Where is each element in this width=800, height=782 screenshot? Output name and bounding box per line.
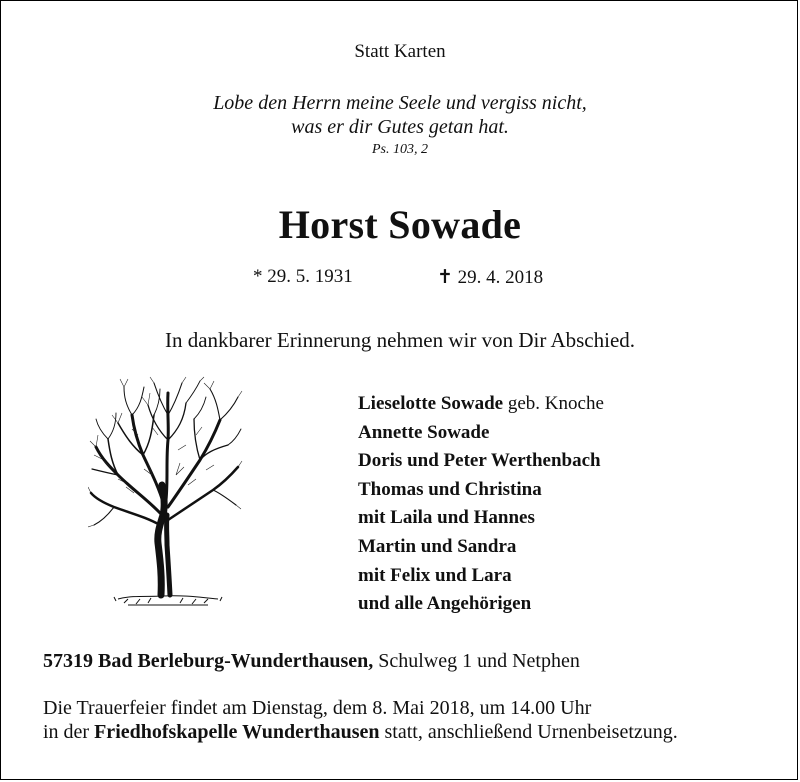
deceased-name: Horst Sowade [278, 202, 522, 247]
address-street: Schulweg 1 und Netphen [373, 650, 580, 672]
family-member: Doris und Peter Werthenbach [358, 450, 601, 472]
verse-line-1: Lobe den Herrn meine Seele und vergiss nicht, [213, 92, 587, 114]
family-member: Martin und Sandra [358, 535, 517, 557]
family-member [358, 390, 604, 419]
family-member-name: Lieselotte Sowade [358, 393, 504, 414]
funeral-service-info [43, 696, 678, 744]
family-member: Thomas und Christina [358, 478, 542, 500]
family-member: Annette Sowade [358, 421, 490, 443]
header-statt-karten: Statt Karten [354, 41, 446, 62]
address-line [43, 650, 580, 673]
family-member: mit Felix und Lara [358, 564, 512, 586]
tree-icon [88, 375, 243, 607]
farewell-line: In dankbarer Erinnerung nehmen wir von Dir Abschied. [164, 328, 636, 352]
birth-date: * 29. 5. 1931 [253, 266, 353, 287]
bible-verse [0, 91, 800, 139]
family-member: mit Laila und Hannes [358, 507, 535, 529]
service-line-2 [43, 720, 678, 744]
family-member: und alle Angehörigen [358, 593, 532, 615]
death-date: ✝ 29. 4. 2018 [437, 267, 544, 288]
service-line-2-post: statt, anschließend Urnenbeisetzung. [379, 721, 678, 743]
family-list [358, 390, 604, 619]
service-line-2-pre: in der [43, 721, 95, 743]
service-line-1: Die Trauerfeier findet am Dienstag, dem 8. Mai 2018, um 14.00 Uhr [43, 697, 592, 719]
verse-line-2: was er dir Gutes getan hat. [291, 116, 509, 138]
address-town: 57319 Bad Berleburg-Wunderthausen, [43, 650, 374, 672]
service-location: Friedhofskapelle Wunderthausen [94, 721, 380, 743]
verse-reference: Ps. 103, 2 [372, 142, 428, 157]
family-member-nee: geb. Knoche [503, 393, 604, 414]
